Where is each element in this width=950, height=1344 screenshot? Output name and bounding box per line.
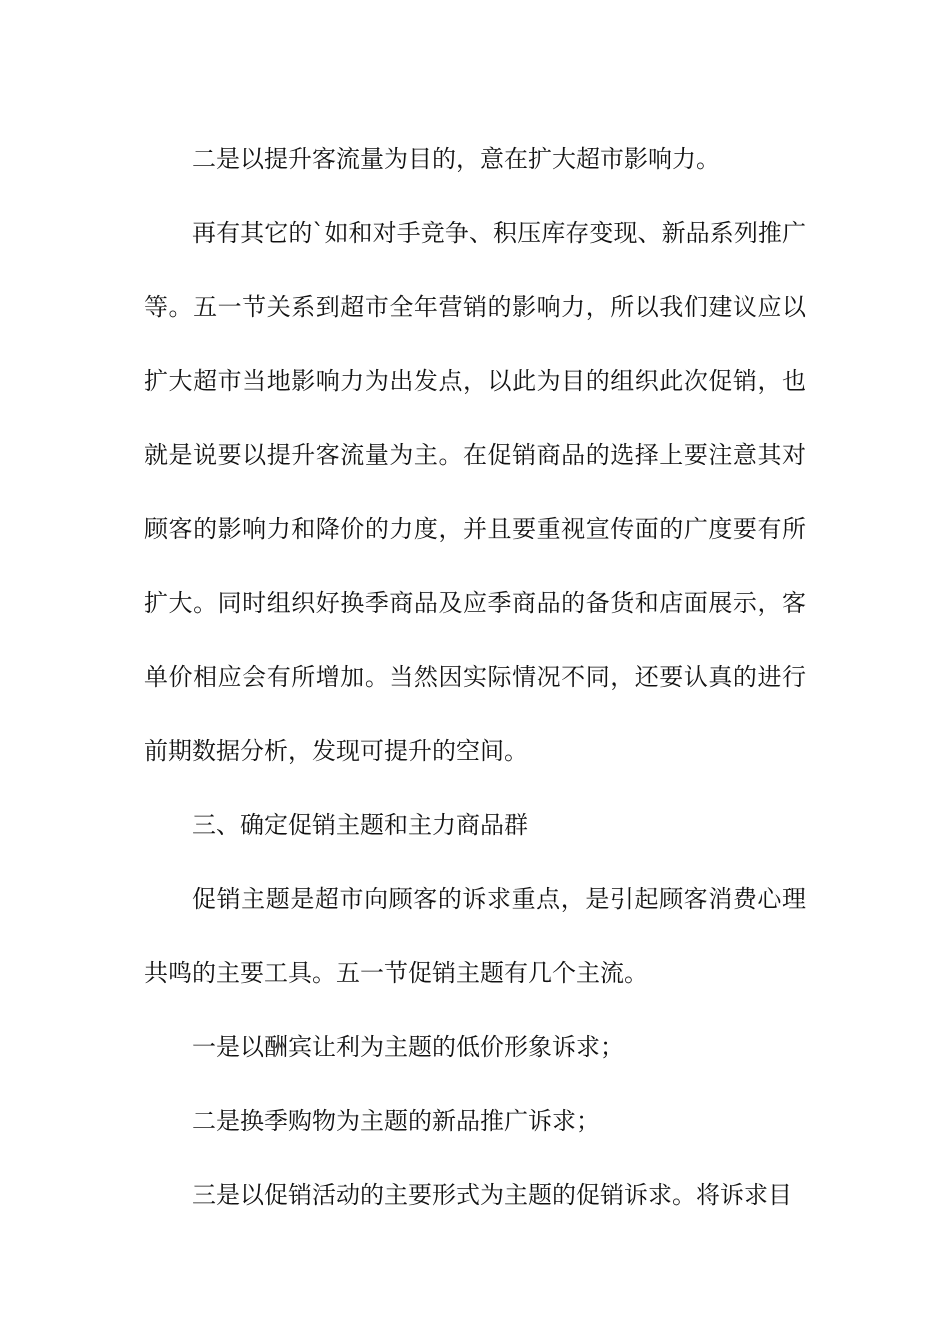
document-body bbox=[144, 122, 806, 1232]
section-heading: 三、确定促销主题和主力商品群 bbox=[192, 811, 528, 839]
paragraph-2: 再有其它的`如和对手竞争、积压库存变现、新品系列推广等。五一节关系到超市全年营销的影响力，所以我们建议应以扩大超市当地影响力为出发点，以此为目的组织此次促销，也就是说要以提升客流量为主。在促销商品的选择上要注意其对顾客的影响力和降价的力度，并且要重视宣传面的广度要有所扩大。同时组织好换季商品及应季商品的备货和店面展示，客单价相应会有所增加。当然因实际情况不同，还要认真的进行前期数据分析，发现可提升的空间。 bbox=[144, 219, 806, 765]
paragraph-3: 促销主题是超市向顾客的诉求重点，是引起顾客消费心理共鸣的主要工具。五一节促销主题有几个主流。 bbox=[144, 885, 806, 987]
paragraph-1: 二是以提升客流量为目的，意在扩大超市影响力。 bbox=[192, 145, 720, 173]
paragraph-4: 一是以酬宾让利为主题的低价形象诉求； bbox=[192, 1033, 624, 1061]
paragraph-6: 三是以促销活动的主要形式为主题的促销诉求。将诉求目 bbox=[192, 1181, 792, 1209]
paragraph-5: 二是换季购物为主题的新品推广诉求； bbox=[192, 1107, 600, 1135]
